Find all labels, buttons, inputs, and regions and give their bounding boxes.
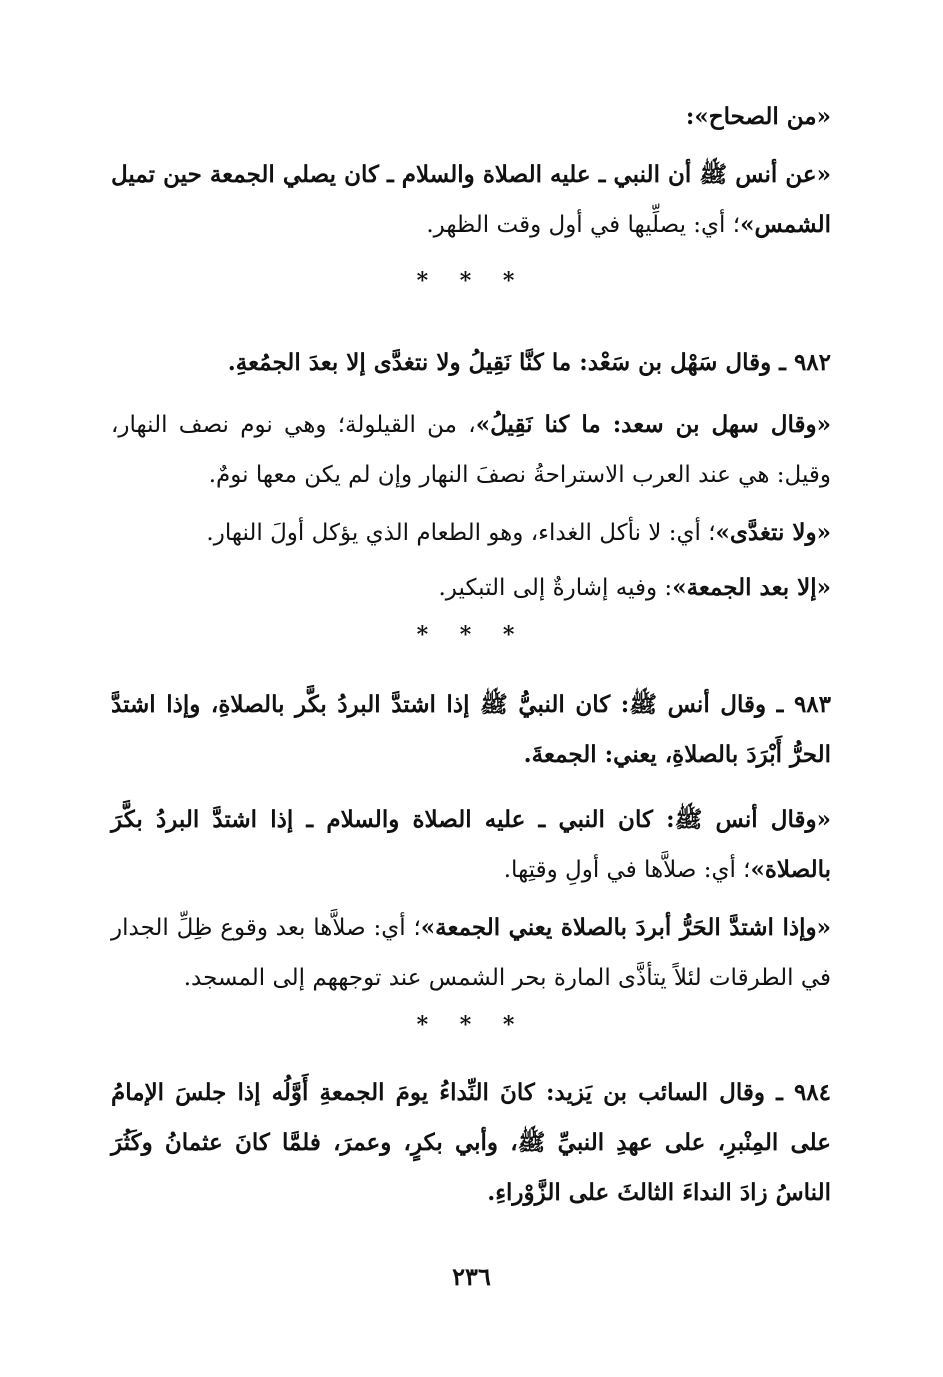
commentary-text: : وفيه إشارةٌ إلى التبكير. — [438, 575, 673, 601]
commentary-text: ؛ أي: لا نأكل الغداء، وهو الطعام الذي يؤكل أولَ النهار. — [206, 520, 716, 546]
paragraph-982-tabkir — [111, 563, 831, 613]
quoted-text: «إلا بعد الجمعة» — [672, 574, 831, 601]
hadith-982: ٩٨٢ ـ وقال سَهْل بن سَعْد: ما كنَّا نَقِيلُ ولا نتغدَّى إلا بعدَ الجمُعةِ. — [227, 349, 831, 376]
page-number: ٢٣٦ — [452, 1262, 491, 1291]
separator-1: * * * — [416, 268, 527, 294]
quoted-text: «وقال أنس ﷺ: كان النبي ـ عليه الصلاة والسلام ـ إذا اشتدَّ البردُ بكَّرَ بالصلاة» — [111, 806, 831, 883]
quoted-text: «وإذا اشتدَّ الحَرُّ أبردَ بالصلاة يعني الجمعة» — [420, 914, 831, 941]
commentary-text: ؛ أي: صلاَّها في أولِ وقتِها. — [503, 857, 751, 883]
quoted-text: «ولا نتغدَّى» — [715, 519, 831, 546]
paragraph-982-ghada — [111, 508, 831, 558]
hadith-984: ٩٨٤ ـ وقال السائب بن يَزيد: كانَ النِّداءُ يومَ الجمعةِ أَوَّلُه إذا جلسَ الإمامُ على المِنْبرِ، على عهدِ النبيِّ ﷺ، وأبي بكرٍ، وعمرَ، فلمَّا كانَ عثمانُ وكَثُرَ الناسُ زادَ النداءَ الثالثَ على الزَّوْراءِ. — [111, 1079, 831, 1206]
paragraph-anas-friday-time — [111, 150, 831, 250]
section-heading: «من الصحاح»: — [685, 103, 831, 130]
separator-2: * * * — [416, 622, 527, 648]
commentary-text: ؛ أي: يصلِّيها في أول وقت الظهر. — [426, 212, 741, 238]
hadith-983: ٩٨٣ ـ وقال أنس ﷺ: كان النبيُّ ﷺ إذا اشتدَّ البردُ بكَّر بالصلاةِ، وإذا اشتدَّ الحرُّ أَبْرَدَ بالصلاةِ، يعني: الجمعةَ. — [111, 691, 831, 768]
paragraph-983-heat — [111, 903, 831, 1003]
separator-3: * * * — [416, 1012, 527, 1038]
commentary-text: ؛ أي: صلاَّها بعد وقوع ظِلِّ الجدار في الطرقات لئلاً يتأذَّى المارة بحر الشمس عند توجههم إلى المسجد. — [111, 915, 831, 991]
quoted-text: «وقال سهل بن سعد: ما كنا نَقِيلُ» — [475, 411, 831, 438]
paragraph-983-cold — [111, 795, 831, 895]
paragraph-982-qaylula — [111, 400, 831, 500]
commentary-text: ، من القيلولة؛ وهي نوم نصف النهار، وقيل: هي عند العرب الاستراحةُ نصفَ النهار وإن لم يكن معها نومٌ. — [111, 412, 831, 488]
quoted-text: «عن أنس ﷺ أن النبي ـ عليه الصلاة والسلام ـ كان يصلي الجمعة حين تميل الشمس» — [111, 161, 831, 238]
